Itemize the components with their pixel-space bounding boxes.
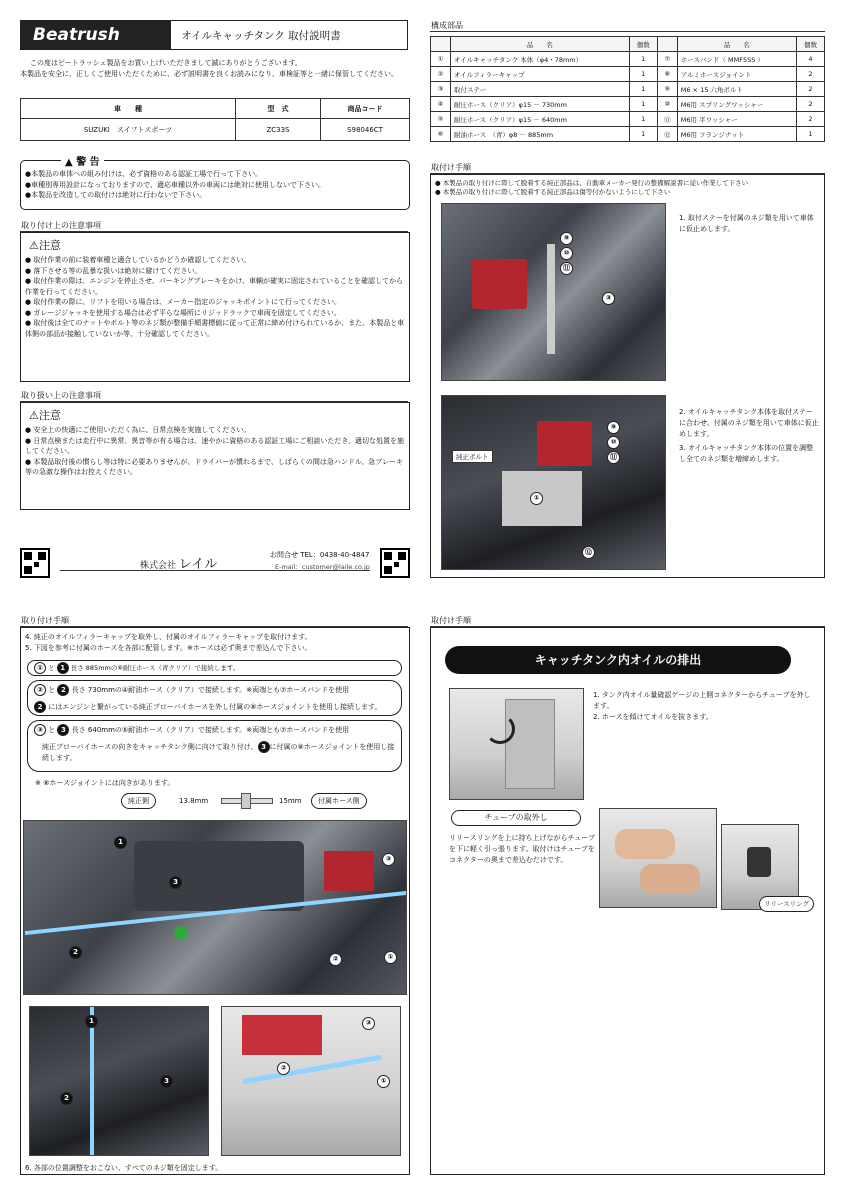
marker-b1: 1	[85, 1015, 98, 1028]
note-item: ● 取付作業の際は、エンジンを停止させ、パーキングブレーキをかけ、車輌が確実に固定されていることを確認してから作業を行ってください。	[25, 277, 404, 296]
parts-cell-no2: ⑪	[657, 112, 677, 127]
marker-b2: 2	[34, 701, 46, 713]
release-ring-label: リリースリング	[759, 896, 814, 912]
marker-1: ①	[34, 662, 46, 674]
hose-joint-diagram	[221, 793, 273, 809]
col-code: 商品コード	[321, 99, 410, 119]
note-item: ● 取付作業の前に装着車種と適合しているかどうか確認してください。	[25, 256, 251, 264]
hose-row-2: ② と 2 長さ 730mmの④耐油ホース（クリア）で接続します。※両端とも⑦ホースバンドを使用 2 にはエンジンと繋がっている純正ブローバイホースを外し付属の⑧ホースジョイントを使用し接続します。	[27, 680, 402, 716]
marker-1: ①	[384, 951, 397, 964]
note-item: ● 安全上の快適にご使用いただく為に、日常点検を実施してください。	[25, 426, 251, 434]
parts-cell-qty: 1	[629, 52, 657, 67]
warning-item: ●本製品の車体への組み付けは、必ず資格のある認証工場で行って下さい。	[25, 170, 263, 178]
parts-cell-qty: 1	[629, 67, 657, 82]
caution-icon: ⚠	[29, 239, 39, 252]
step-6-text: 6. 各部の位置調整をおこない、すべてのネジ類を固定します。	[25, 1164, 223, 1172]
battery-terminal	[324, 851, 374, 891]
page3-header: 取り付け手順	[20, 615, 408, 627]
col-vehicle: 車 種	[21, 99, 236, 119]
drain-step-1: 1. タンク内オイル量確認ゲージの上側コネクターからチューブを外します。	[593, 691, 811, 710]
company-name: 株式会社 レイル	[140, 557, 218, 572]
drain-banner: キャッチタンク内オイルの排出	[445, 646, 791, 674]
parts-cell-no2: ⑧	[657, 67, 677, 82]
engine-cover	[134, 841, 304, 911]
closeup-photo-left	[29, 1006, 209, 1156]
parts-cell-no2: ⑦	[657, 52, 677, 67]
note-item: ● 取付作業の際に、リフトを用いる場合は、メーカー指定のジャッキポイントにて行ってください。	[25, 298, 342, 306]
install-photo-1	[441, 203, 666, 381]
marker-1: ①	[377, 1075, 390, 1088]
parts-cell-no: ⑥	[431, 127, 451, 142]
marker-b1: 1	[57, 662, 69, 674]
parts-cell-name: オイルフィラーキャップ	[451, 67, 630, 82]
closeup-photo-right	[221, 1006, 401, 1156]
step-4-text: 4. 純正のオイルフィラーキャップを取外し、付属のオイルフィラーキャップを取付けます。	[25, 633, 312, 641]
parts-cell-name2: ホースバンド（ MMF5SS ）	[677, 52, 796, 67]
parts-cell-no: ②	[431, 67, 451, 82]
marker-b3: 3	[169, 876, 182, 889]
marker-b2: 2	[60, 1092, 73, 1105]
parts-cell-name: 耐圧ホース（クリア）φ15 － 640mm	[451, 112, 630, 127]
caution-icon: ⚠	[29, 409, 39, 422]
parts-cell-name: 耐油ホース （青）φ8 － 885mm	[451, 127, 630, 142]
parts-cell-qty: 1	[629, 82, 657, 97]
marker-3: ③	[362, 1017, 375, 1030]
battery-terminal	[472, 259, 527, 309]
marker-3: ③	[602, 292, 615, 305]
page-4	[430, 615, 825, 1175]
catch-tank	[505, 699, 555, 789]
parts-cell-qty2: 2	[797, 97, 825, 112]
procedure-note: ● 本製品の取り付けに際して脱着する純正部品は傷等付かないようにして下さい	[435, 188, 671, 196]
product-code: S98046CT	[321, 119, 410, 141]
marker-11: ⑪	[607, 451, 620, 464]
note-item: ● 取付後は全てのナットやボルト等のネジ類が整備手順書標値に従って正常に締め付けられているか、また、本製品と車体側の部品が接触していないか等、十分確認してください。	[25, 319, 405, 338]
parts-cell-no: ③	[431, 82, 451, 97]
hose-row-1: ① と 1 長さ 885mmの⑥耐圧ホース（青クリア）で接続します。	[27, 660, 402, 676]
marker-10: ⑩	[607, 436, 620, 449]
hand	[640, 864, 700, 894]
install-notes-header: 取り付け上の注意事項	[20, 220, 408, 232]
title-bar	[20, 20, 408, 50]
marker-2: ②	[329, 953, 342, 966]
marker-1: ①	[530, 492, 543, 505]
page4-header: 取付け手順	[430, 615, 825, 627]
note-item: ● 日常点検または走行中に異常、異音等が有る場合は、速やかに資格のある認証工場にご相談いただき、適切な処置を施してください。	[25, 436, 405, 455]
parts-cell-name2: M6 × 15 六角ボルト	[677, 82, 796, 97]
parts-cell-no: ⑤	[431, 112, 451, 127]
stock-side-label: 純正側	[121, 793, 156, 809]
qr-code-left	[20, 548, 50, 578]
parts-row	[431, 82, 825, 97]
parts-cell-no: ④	[431, 97, 451, 112]
page-2	[430, 20, 825, 580]
parts-cell-name2: M6用 スプリングワッシャー	[677, 97, 796, 112]
parts-cell-qty2: 4	[797, 52, 825, 67]
note-item: ● ガレージジャッキを使用する場合は必ず平らな場所にリジッドラックで車両を固定してください。	[25, 308, 341, 317]
vehicle-name: SUZUKI スイフトスポーツ	[21, 119, 236, 141]
marker-b3: 3	[258, 741, 270, 753]
warning-title: ▲ 警 告	[61, 153, 104, 168]
tube-removal-text: リリースリングを上に持ち上げながらチューブを下に軽く引っ張ります。取付けはチューブをコネクターの奥まで差込むだけです。	[449, 834, 595, 864]
footer-line	[60, 570, 370, 571]
tube-photo-hands	[599, 808, 717, 908]
parts-cell-qty2: 2	[797, 67, 825, 82]
marker-9: ⑨	[560, 232, 573, 245]
handling-notes-header: 取り扱い上の注意事項	[20, 390, 408, 402]
procedure-note: ● 本製品の取り付けに際して脱着する純正部品は、自動車メーカー発行の整備解説書に従い作業して下さい	[435, 179, 749, 187]
hose-side-label: 付属ホース側	[311, 793, 367, 809]
caution-title: ⚠注意	[29, 239, 61, 252]
parts-header: 構成部品	[430, 20, 825, 32]
marker-9: ⑨	[607, 421, 620, 434]
marker-3: ③	[382, 853, 395, 866]
hose-line	[90, 1007, 94, 1156]
parts-cell-qty2: 2	[797, 112, 825, 127]
marker-b2: 2	[57, 684, 69, 696]
hose-line	[243, 1055, 382, 1084]
parts-cell-name: 耐圧ホース（クリア）φ15 － 730mm	[451, 97, 630, 112]
battery-terminal	[242, 1015, 322, 1055]
install-photo-2	[441, 395, 666, 570]
connector	[747, 847, 771, 877]
note-item: ● 本製品取付後の慣らし等は特に必要ありませんが、ドライバーが慣れるまで、しばらくの間は急ハンドル、急ブレーキ等の急激な操作はお控えください。	[25, 457, 404, 476]
intro-2: 本製品を安全に、正しくご使用いただくために、必ず説明書を良くお読みになり、車検証等と一緒に保管してください。	[20, 70, 398, 78]
warning-item: ●本製品を改造しての取付けは絶対に行わないで下さい。	[25, 191, 207, 199]
procedure-header: 取付け手順	[430, 162, 825, 174]
marker-2: ②	[277, 1062, 290, 1075]
parts-cell-qty: 1	[629, 127, 657, 142]
warning-box	[20, 157, 410, 210]
qr-code-right	[380, 548, 410, 578]
marker-2: ②	[34, 684, 46, 696]
stock-bolt-label: 純正ボルト	[452, 450, 493, 463]
engine-bay-photo	[23, 820, 407, 995]
parts-col-name-2: 品 名	[677, 37, 796, 52]
parts-cell-name2: M6用 フランジナット	[677, 127, 796, 142]
parts-row	[431, 97, 825, 112]
vehicle-table	[20, 98, 410, 141]
parts-row	[431, 127, 825, 142]
parts-cell-name: 取付ステー	[451, 82, 630, 97]
note-item: ● 落下させる等の乱暴な扱いは絶対に避けてください。	[25, 266, 202, 275]
page-1	[20, 20, 412, 580]
parts-cell-name2: アルミホースジョイント	[677, 67, 796, 82]
hand	[615, 829, 675, 859]
drain-step-2: 2. ホースを傾けてオイルを抜きます。	[593, 713, 713, 721]
page4-box	[430, 627, 825, 1175]
step-3-text: 3. オイルキャッチタンク本体の位置を調整し全てのネジ類を増締めします。	[679, 444, 814, 463]
parts-cell-name2: M6用 平ワッシャー	[677, 112, 796, 127]
oil-filler-cap	[174, 926, 188, 940]
marker-12: ⑫	[582, 546, 595, 559]
marker-3: ③	[34, 724, 46, 736]
tube-removal-title: チューブの取外し	[451, 810, 581, 826]
hose-side-dim: 15mm	[279, 797, 302, 805]
marker-11: ⑪	[560, 262, 573, 275]
joint-note: ※ ⑧ホースジョイントには向きがあります。	[35, 779, 175, 787]
caution-title-2: ⚠注意	[29, 409, 61, 422]
stay-bracket	[547, 244, 555, 354]
intro-1: この度はビートラッシュ製品をお買い上げいただきまして誠にありがとうございます。	[30, 59, 302, 67]
marker-b2: 2	[69, 946, 82, 959]
page3-box	[20, 627, 410, 1175]
doc-title: オイルキャッチタンク 取付説明書	[181, 30, 341, 42]
parts-cell-no2: ⑨	[657, 82, 677, 97]
contact-tel: お問合せ TEL：0438-40-4847	[270, 551, 370, 559]
parts-col-name: 品 名	[451, 37, 630, 52]
marker-b1: 1	[114, 836, 127, 849]
parts-cell-no2: ⑫	[657, 127, 677, 142]
page-3	[20, 615, 412, 1175]
marker-10: ⑩	[560, 247, 573, 260]
parts-row	[431, 112, 825, 127]
parts-row	[431, 52, 825, 67]
contact-email: E-mail：customer@laile.co.jp	[275, 563, 370, 571]
marker-b3: 3	[160, 1075, 173, 1088]
step-2-text: 2. オイルキャッチタンク本体を取付ステーに合わせ、付属のネジ類を用いて車体に仮止めします。	[679, 408, 819, 438]
handling-notes-box	[20, 402, 410, 510]
stock-side-dim: 13.8mm	[179, 797, 209, 805]
parts-cell-qty2: 2	[797, 82, 825, 97]
warning-item: ●車種別専用設計になっておりますので、適応車種以外の車両には絶対に使用しないで下さい。	[25, 180, 325, 189]
col-model: 型 式	[236, 99, 321, 119]
parts-col-qty: 個数	[629, 37, 657, 52]
warning-icon: ▲	[65, 157, 73, 168]
procedure-box	[430, 174, 825, 578]
tilt-arrow-icon	[485, 714, 515, 744]
parts-cell-no: ①	[431, 52, 451, 67]
parts-cell-qty2: 1	[797, 127, 825, 142]
marker-b3: 3	[57, 724, 69, 736]
parts-row	[431, 67, 825, 82]
battery-terminal	[537, 421, 592, 466]
brand-logo: Beatrush	[21, 21, 171, 49]
parts-cell-no2: ⑩	[657, 97, 677, 112]
parts-cell-qty: 1	[629, 112, 657, 127]
step-5-text: 5. 下図を参考に付属のホースを各部に配管します。※ホースは必ず奥まで差込んで下さい。	[25, 644, 312, 652]
vehicle-model: ZC33S	[236, 119, 321, 141]
step-1-text: 1. 取付ステーを付属のネジ類を用いて車体に仮止めします。	[679, 214, 814, 233]
drain-photo	[449, 688, 584, 800]
parts-cell-name: オイルキャッチタンク 本体（φ4・78mm）	[451, 52, 630, 67]
parts-cell-qty: 1	[629, 97, 657, 112]
install-notes-box	[20, 232, 410, 382]
parts-table	[430, 36, 825, 142]
hose-row-3: ③ と 3 長さ 640mmの⑤耐油ホース（クリア）で接続します。※両端とも⑦ホースバンドを使用 純正ブローバイホースの向きをキャッチタンク側に向けて取り付け、 3 に付属の⑧ホースジョイントを使用し接続します。	[27, 720, 402, 772]
parts-col-qty-2: 個数	[797, 37, 825, 52]
